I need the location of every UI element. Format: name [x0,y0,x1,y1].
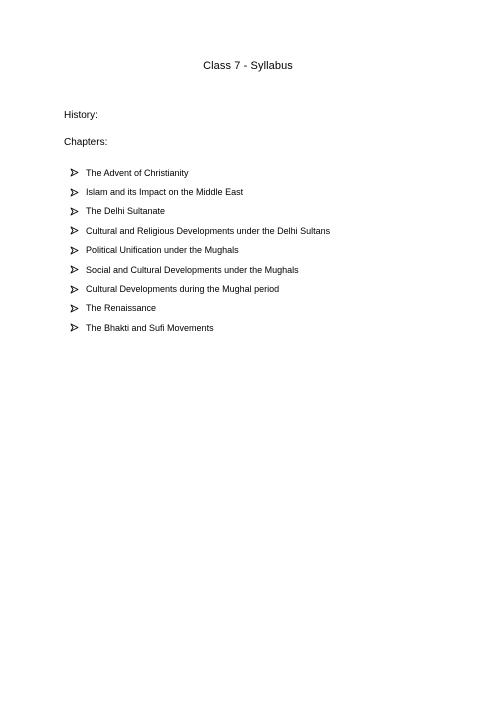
chapter-title: The Delhi Sultanate [86,206,166,217]
arrow-bullet-icon [70,246,79,255]
arrow-bullet-icon [70,323,79,332]
chapter-list [70,163,330,338]
arrow-bullet-icon [70,265,79,274]
list-item [70,163,330,182]
list-item [70,299,330,318]
list-item [70,318,330,337]
chapter-title: Political Unification under the Mughals [86,245,239,256]
document-title: Class 7 - Syllabus [203,60,293,72]
arrow-bullet-icon [70,168,79,177]
arrow-bullet-icon [70,188,79,197]
chapters-heading: Chapters: [64,137,108,148]
arrow-bullet-icon [70,304,79,313]
subject-heading: History: [64,110,98,121]
chapter-title: Social and Cultural Developments under the Mughals [86,264,299,275]
chapter-title: The Bhakti and Sufi Movements [86,322,214,333]
chapter-title: The Advent of Christianity [86,167,189,178]
list-item [70,182,330,201]
chapter-title: The Renaissance [86,303,157,314]
list-item [70,279,330,298]
list-item [70,202,330,221]
chapter-title: Cultural Developments during the Mughal period [86,284,280,295]
list-item [70,260,330,279]
arrow-bullet-icon [70,285,79,294]
arrow-bullet-icon [70,226,79,235]
chapter-title: Cultural and Religious Developments under the Delhi Sultans [86,225,331,236]
chapter-title: Islam and its Impact on the Middle East [86,187,244,198]
list-item [70,221,330,240]
arrow-bullet-icon [70,207,79,216]
list-item [70,241,330,260]
